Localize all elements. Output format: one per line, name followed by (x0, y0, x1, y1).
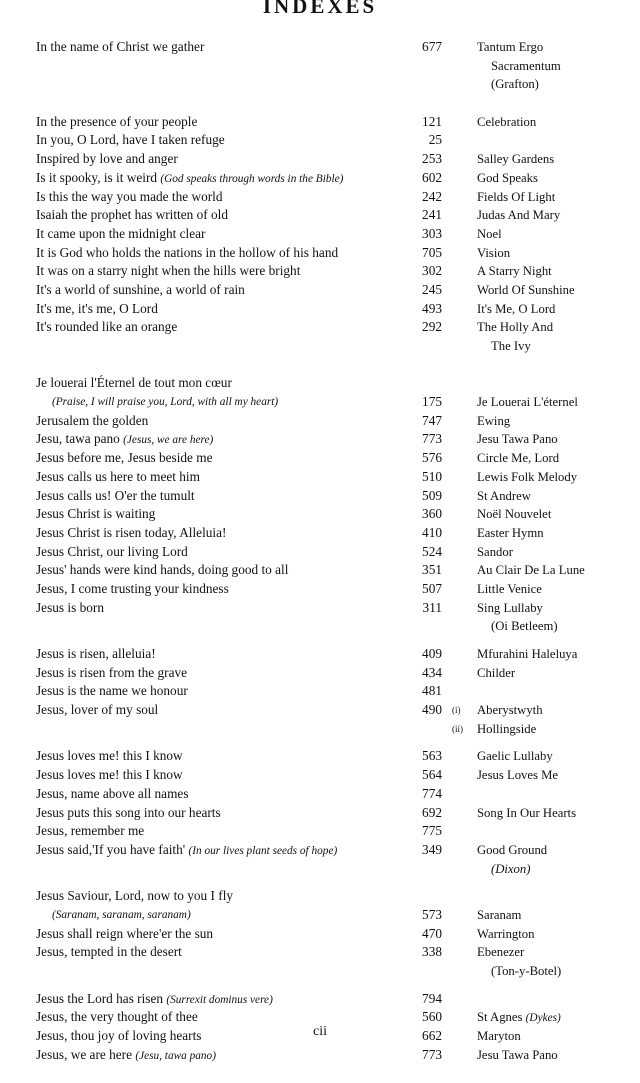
hymn-number: 245 (422, 281, 442, 297)
page-number: cii (313, 1024, 327, 1039)
hymn-number: 349 (422, 841, 442, 857)
tune-name: Ebenezer (477, 945, 525, 960)
hymn-number: 524 (422, 543, 442, 559)
hymn-first-line: Jesus Christ is risen today, Alleluia! (36, 524, 227, 540)
hymn-number: 509 (422, 487, 442, 503)
hymn-number: 303 (422, 225, 442, 241)
index-entry-continuation (0, 337, 640, 356)
hymn-first-line: Jesus Saviour, Lord, now to you I fly (36, 888, 234, 904)
header-title: INDEXES (262, 0, 378, 18)
tune-name: Sing Lullaby (477, 600, 543, 615)
tune-name: World Of Sunshine (477, 282, 575, 297)
hymn-first-line: Jesus loves me! this I know (36, 748, 183, 764)
hymn-number: 773 (422, 1046, 442, 1062)
tune-name: Hollingside (477, 721, 537, 736)
hymn-number: 692 (422, 804, 442, 820)
hymn-number: 470 (422, 925, 442, 941)
tune-name: Jesu Tawa Pano (477, 1047, 558, 1062)
hymn-alt-title: (Surrexit dominus vere) (166, 993, 273, 1006)
hymn-number: 121 (422, 113, 442, 129)
index-entry (0, 374, 640, 393)
hymn-first-line: Jesus puts this song into our hearts (36, 804, 221, 820)
tune-name: Warrington (477, 926, 535, 941)
tune-name: (Ton-y-Botel) (491, 964, 562, 978)
hymn-alt-title: (Jesu, tawa pano) (135, 1049, 216, 1062)
hymn-number: 338 (422, 944, 442, 960)
hymn-first-line: Jesus calls us! O'er the tumult (36, 487, 195, 503)
tune-name: Sacramentum (491, 58, 561, 73)
index-entry (0, 244, 640, 263)
hymn-index-list (0, 38, 640, 1064)
tune-name: Song In Our Hearts (477, 805, 577, 820)
hymn-first-line: Jesus is born (36, 599, 104, 615)
tune-name: Ewing (477, 413, 511, 428)
hymn-number: 311 (422, 599, 442, 615)
hymn-first-line: It's me, it's me, O Lord (36, 300, 158, 316)
hymn-first-line (36, 841, 337, 861)
hymn-number: 481 (422, 683, 442, 699)
tune-name: Lewis Folk Melody (477, 469, 578, 484)
hymn-first-line-text: Jesus, we are here (36, 1046, 132, 1062)
hymn-number: 747 (422, 412, 442, 428)
hymn-first-line-text: Jesus said,'If you have faith' (36, 841, 186, 857)
tune-name: Salley Gardens (477, 152, 555, 167)
hymn-number: 360 (422, 506, 442, 522)
index-entry (0, 785, 640, 804)
index-entry (0, 225, 640, 244)
tune-name: St Andrew (477, 488, 531, 503)
tune-note: (Dykes) (525, 1012, 561, 1025)
hymn-first-line: It's rounded like an orange (36, 319, 178, 335)
hymn-first-line: It is God who holds the nations in the hollow of his hand (36, 244, 339, 260)
index-entry (0, 113, 640, 132)
tune-name: Vision (477, 245, 511, 260)
tune-name: Jesu Tawa Pano (477, 432, 558, 447)
hymn-first-line: Jesus, lover of my soul (36, 702, 159, 718)
hymn-number: 705 (422, 244, 442, 260)
hymn-number: 773 (422, 431, 442, 447)
tune-name: God Speaks (477, 170, 538, 185)
index-entry (0, 580, 640, 599)
hymn-number: 573 (422, 906, 442, 922)
hymn-first-line-text: Jesu, tawa pano (36, 431, 120, 447)
hymn-first-line: Is this the way you made the world (36, 188, 223, 204)
hymn-first-line (36, 430, 213, 450)
tune-name: (Dixon) (491, 861, 531, 876)
hymn-number: 775 (422, 823, 442, 839)
hymn-number: 563 (422, 748, 442, 764)
index-entry (0, 449, 640, 468)
hymn-number: 510 (422, 468, 442, 484)
hymn-number: 602 (422, 169, 442, 185)
index-entry (0, 468, 640, 487)
tune-name: Celebration (477, 114, 537, 129)
hymn-number: 560 (422, 1009, 442, 1025)
hymn-alt-title: (Jesus, we are here) (123, 434, 214, 447)
index-entry (0, 505, 640, 524)
hymn-alt-title: (Saranam, saranam, saranam) (52, 908, 191, 921)
index-entry (0, 543, 640, 562)
tune-name: Jesus Loves Me (477, 768, 559, 783)
hymn-number: 564 (422, 767, 442, 783)
hymn-number: 662 (422, 1028, 442, 1044)
hymn-number: 490 (422, 702, 442, 718)
hymn-first-line: It came upon the midnight clear (36, 225, 206, 241)
hymn-first-line: Jesus Christ is waiting (36, 506, 156, 522)
tune-name: (Oi Betleem) (491, 619, 558, 634)
hymn-number: 292 (422, 319, 442, 335)
index-entry (0, 645, 640, 664)
tune-name: Au Clair De La Lune (477, 563, 585, 578)
hymn-number: 175 (422, 394, 442, 410)
tune-name: Mfurahini Haleluya (477, 647, 578, 661)
hymn-number: 409 (422, 646, 442, 661)
index-entry-continuation (0, 617, 640, 636)
index-entry (0, 412, 640, 431)
index-entry-continuation (0, 720, 640, 739)
hymn-first-line: Jesus Christ, our living Lord (36, 543, 188, 559)
hymn-first-line: Jesus, I come trusting your kindness (36, 580, 229, 596)
index-entry (0, 430, 640, 449)
hymn-alt-title: (God speaks through words in the Bible) (160, 172, 344, 185)
hymn-first-line: Jesus shall reign where'er the sun (36, 925, 214, 941)
index-entry (0, 664, 640, 683)
tune-name: Noel (477, 226, 502, 241)
index-entry (0, 281, 640, 300)
tune-name: Tantum Ergo (477, 40, 544, 54)
index-entry (0, 747, 640, 766)
tune-name: Saranam (477, 907, 522, 922)
tune-name: Fields Of Light (477, 189, 556, 204)
index-entry (0, 169, 640, 188)
index-entry (0, 38, 640, 57)
hymn-number: 507 (422, 580, 442, 596)
hymn-alt-title: (Praise, I will praise you, Lord, with all my heart) (52, 396, 279, 409)
hymn-first-line (36, 990, 273, 1010)
hymn-first-line (36, 1046, 216, 1066)
index-entry (0, 300, 640, 319)
index-entry (0, 822, 640, 841)
index-entry (0, 561, 640, 580)
index-header (0, 0, 640, 19)
tune-name: Judas And Mary (477, 208, 561, 223)
tune-name: Je Louerai L'éternel (477, 395, 578, 410)
tune-name: (Grafton) (491, 77, 539, 92)
hymn-number: 351 (422, 562, 442, 578)
tune-name: Gaelic Lullaby (477, 749, 553, 764)
hymn-number: 677 (422, 39, 442, 54)
hymn-first-line: Jesus before me, Jesus beside me (36, 450, 213, 466)
tune-name: Maryton (477, 1029, 521, 1044)
index-entry-continuation (0, 860, 640, 879)
hymn-first-line: It was on a starry night when the hills were bright (36, 263, 301, 279)
index-entry (0, 841, 640, 860)
hymn-number: 242 (422, 188, 442, 204)
tune-name: The Ivy (491, 339, 531, 353)
index-entry (0, 906, 640, 925)
tune-name: A Starry Night (477, 264, 552, 279)
tune-option-marker: (ii) (452, 723, 463, 734)
hymn-first-line-text: Is it spooky, is it weird (36, 169, 158, 185)
hymn-first-line: Jesus is risen, alleluia! (36, 646, 156, 661)
index-entry (0, 393, 640, 412)
hymn-first-line: Jesus' hands were kind hands, doing good to all (36, 562, 289, 578)
tune-name-text: St Agnes (477, 1010, 523, 1025)
hymn-number: 302 (422, 263, 442, 279)
hymn-first-line: Isaiah the prophet has written of old (36, 207, 229, 223)
hymn-number: 241 (422, 207, 442, 223)
hymn-first-line: It's a world of sunshine, a world of rain (36, 281, 245, 297)
index-entry (0, 804, 640, 823)
hymn-first-line: Inspired by love and anger (36, 151, 178, 167)
hymn-number: 774 (422, 785, 442, 801)
page-footer (0, 1024, 640, 1040)
index-entry (0, 131, 640, 150)
tune-name: Aberystwyth (477, 703, 543, 718)
hymn-first-line: Jerusalem the golden (36, 412, 149, 428)
tune-name: The Holly And (477, 320, 554, 335)
index-entry (0, 524, 640, 543)
hymn-first-line-text: Jesus the Lord has risen (36, 990, 164, 1006)
hymn-first-line: Jesus, thou joy of loving hearts (36, 1028, 202, 1044)
index-entry (0, 1046, 640, 1065)
hymn-first-line: Jesus is risen from the grave (36, 664, 188, 680)
hymn-first-line: Je louerai l'Éternel de tout mon cœur (36, 375, 232, 391)
hymn-first-line: In you, O Lord, have I taken refuge (36, 132, 225, 148)
hymn-first-line: In the presence of your people (36, 113, 198, 129)
index-entry (0, 943, 640, 962)
index-entry (0, 766, 640, 785)
hymn-first-line: Jesus, tempted in the desert (36, 944, 182, 960)
hymn-first-line: Jesus loves me! this I know (36, 767, 183, 783)
hymn-first-line: Jesus calls us here to meet him (36, 468, 200, 484)
hymn-number: 434 (422, 664, 442, 680)
index-entry (0, 188, 640, 207)
hymn-first-line: Jesus, the very thought of thee (36, 1009, 198, 1025)
hymn-number: 576 (422, 450, 442, 466)
hymn-first-line: Jesus, remember me (36, 823, 145, 839)
tune-name: Little Venice (477, 581, 542, 596)
hymn-alt-title: (In our lives plant seeds of hope) (188, 844, 338, 857)
index-entry (0, 487, 640, 506)
hymn-first-line (36, 169, 343, 189)
index-entry (0, 150, 640, 169)
index-entry (0, 990, 640, 1009)
tune-name: Childer (477, 665, 516, 680)
tune-name: Easter Hymn (477, 525, 544, 540)
hymn-first-line: Jesus, name above all names (36, 785, 189, 801)
tune-name: Circle Me, Lord (477, 451, 560, 466)
index-entry (0, 925, 640, 944)
hymn-number: 493 (422, 300, 442, 316)
tune-name: Sandor (477, 544, 513, 559)
tune-name: It's Me, O Lord (477, 301, 556, 316)
tune-name: Noël Nouvelet (477, 507, 552, 522)
hymn-number: 253 (422, 151, 442, 167)
index-entry (0, 682, 640, 701)
hymn-number: 410 (422, 524, 442, 540)
index-entry (0, 206, 640, 225)
index-entry-continuation (0, 57, 640, 76)
hymn-first-line: In the name of Christ we gather (36, 39, 205, 54)
tune-option-marker: (i) (452, 705, 461, 716)
index-entry-continuation (0, 962, 640, 981)
index-entry (0, 701, 640, 720)
tune-name: Good Ground (477, 842, 548, 857)
index-entry (0, 262, 640, 281)
hymn-first-line: Jesus is the name we honour (36, 683, 188, 699)
index-entry (0, 318, 640, 337)
index-entry (0, 887, 640, 906)
index-entry-continuation (0, 75, 640, 94)
index-entry (0, 599, 640, 618)
hymn-number: 25 (428, 132, 442, 148)
hymn-number: 794 (422, 990, 442, 1006)
